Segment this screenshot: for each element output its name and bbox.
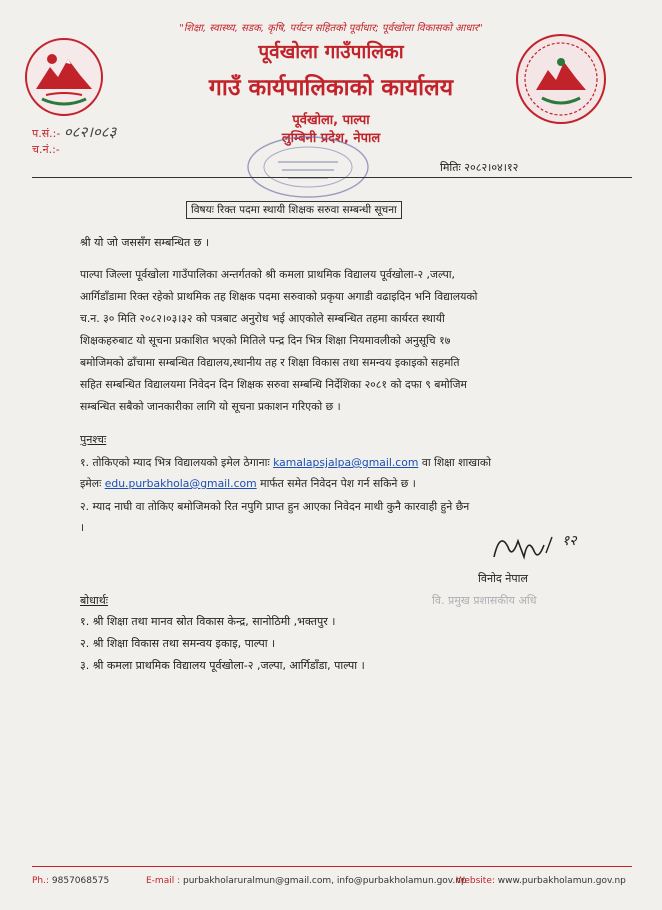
municipality-name: पूर्वखोला गाउँपालिका xyxy=(258,41,404,63)
postscript-text: इमेलः xyxy=(80,477,102,490)
email-label: E-mail : xyxy=(146,876,181,886)
body-line: बमोजिमको ढाँचामा सम्बन्धित विद्यालय,स्थानीय तह र शिक्षा विकास तथा समन्वय इकाइको सहमति xyxy=(80,356,460,369)
body-line: आर्गिडाँडामा रिक्त रहेको प्राथमिक तह शिक्षक पदमा सरुवाको प्रकृया अगाडी वढाइदिन भनि विद्यालयको xyxy=(80,290,478,303)
postscript-text: २. म्याद नाघी वा तोकिए बमोजिमको रित नपुगि प्राप्त हुन आएका निवेदन माथी कुनै कारवाही हुने छैन xyxy=(80,500,470,513)
postscript-heading: पुनश्चः xyxy=(80,433,107,446)
postscript-text: १. तोकिएको म्याद भित्र विद्यालयको इमेल ठेगानाः xyxy=(80,456,270,469)
date-value: २०८२।०४।१२ xyxy=(464,161,519,174)
signature-date: १२ xyxy=(562,533,577,549)
postscript-text: मार्फत समेत निवेदन पेश गर्न सकिने छ । xyxy=(260,477,416,490)
letter-number-value: ०८२।०८३ xyxy=(63,123,117,141)
postscript-text: । xyxy=(80,521,85,534)
website-link[interactable]: www.purbakholamun.gov.np xyxy=(497,876,626,886)
designation-stamp: वि. प्रमुख प्रशासकीय अधि xyxy=(432,594,537,607)
body-paragraph xyxy=(80,264,632,418)
body-line: सहित सम्बन्धित विद्यालयमा निवेदन दिन शिक्षक सरुवा सम्बन्धि निर्देशिका २०८१ को दफा ९ बमोजिम xyxy=(80,378,467,391)
footer-email xyxy=(146,876,467,886)
postscript-text: वा शिक्षा शाखाको xyxy=(421,456,492,469)
handwritten-signature xyxy=(486,527,596,567)
body-line: शिक्षकहरुबाट यो सूचना प्रकाशित भएको मितिले पन्द्र दिन भित्र शिक्षा नियमावलीको अनुसूचि १७ xyxy=(80,334,451,347)
cc-item: ३. श्री कमला प्राथमिक विद्यालय पूर्वखोला-२ ,जल्पा, आर्गिडाँडा, पाल्पा । xyxy=(80,659,365,672)
salutation: श्री यो जो जससँग सम्बन्धित छ । xyxy=(80,236,210,249)
footer-phone xyxy=(32,876,109,886)
school-email-link[interactable]: kamalapsjalpa@gmail.com xyxy=(273,456,419,469)
letter-number-label: प.सं.:- xyxy=(32,127,61,140)
header-divider xyxy=(32,177,632,178)
letter-date xyxy=(440,160,518,175)
email-value[interactable]: purbakholaruralmun@gmail.com, info@purbakholamun.gov.np xyxy=(183,876,467,886)
body-line: च.न. ३० मिति २०८२।०३।३२ को पत्रबाट अनुरोध भई आएकोले सम्बन्धित तहमा कार्यरत स्थायी xyxy=(80,312,445,325)
cc-item: १. श्री शिक्षा तथा मानव स्रोत विकास केन्द्र, सानोठिमी ,भक्तपुर । xyxy=(80,615,336,628)
phone-value: 9857068575 xyxy=(51,876,110,886)
office-name: गाउँ कार्यपालिकाको कार्यालय xyxy=(208,75,454,101)
footer-website xyxy=(456,876,626,886)
date-label: मितिः xyxy=(440,161,461,174)
dispatch-number xyxy=(32,142,60,157)
subject-box: विषयः रिक्त पदमा स्थायी शिक्षक सरुवा सम्बन्धी सूचना xyxy=(186,201,402,219)
website-label: Website: xyxy=(456,876,495,886)
cc-heading: बोधार्थः xyxy=(80,594,108,607)
phone-label: Ph.: xyxy=(32,876,50,886)
postscript-item-1 xyxy=(80,452,632,494)
body-line: सम्बन्धित सबैको जानकारीका लागि यो सूचना प्रकाशन गरिएको छ । xyxy=(80,400,341,413)
letterhead-motto: "शिक्षा, स्वास्थ्य, सडक, कृषि, पर्यटन सहितको पूर्वाधार; पूर्वखोला विकासको आधार" xyxy=(179,23,483,34)
footer-divider xyxy=(32,866,632,867)
dispatch-number-label: च.नं.:- xyxy=(32,143,60,156)
office-address-line1: पूर्वखोला, पाल्पा xyxy=(292,113,370,128)
education-email-link[interactable]: edu.purbakhola@gmail.com xyxy=(104,477,257,490)
office-address-line2: लुम्बिनी प्रदेश, नेपाल xyxy=(281,131,381,146)
office-round-stamp xyxy=(238,132,378,202)
cc-item: २. श्री शिक्षा विकास तथा समन्वय इकाइ, पाल्पा । xyxy=(80,637,276,650)
body-line: पाल्पा जिल्ला पूर्वखोला गाउँपालिका अन्तर्गतको श्री कमला प्राथमिक विद्यालय पूर्वखोला-२ ,जल्पा, xyxy=(80,268,455,281)
letter-number xyxy=(32,122,116,142)
signer-name: विनोद नेपाल xyxy=(478,572,528,585)
